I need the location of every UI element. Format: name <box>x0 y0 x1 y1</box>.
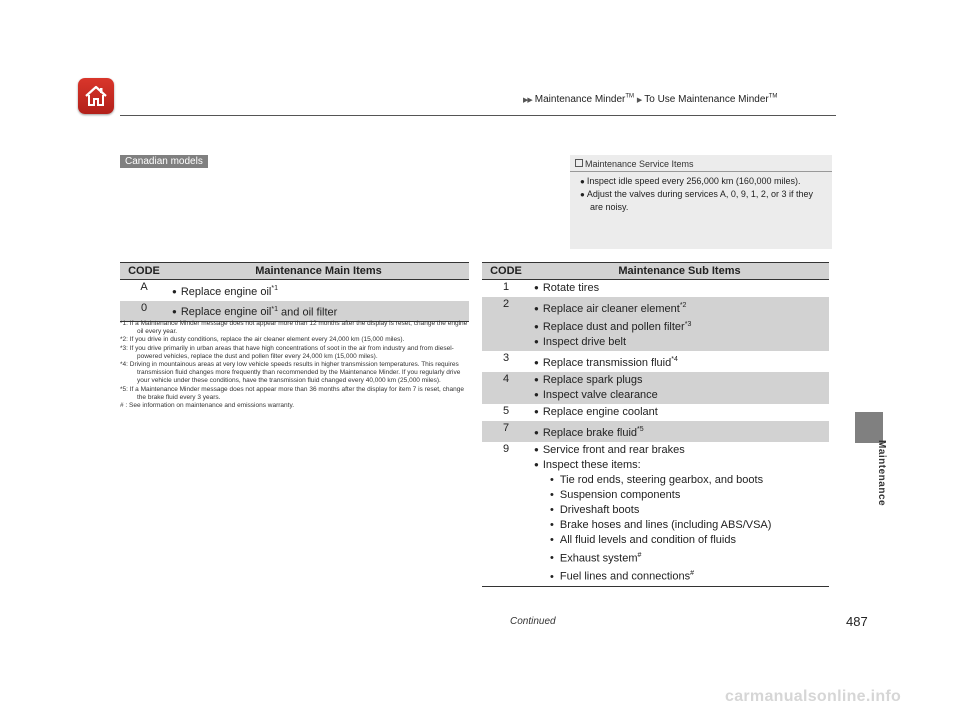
column-header-main-items: Maintenance Main Items <box>168 263 469 280</box>
side-tab-label: Maintenance <box>876 440 887 507</box>
note-item: ● Adjust the valves during services A, 0, 9, 1, 2, or 3 if they are noisy. <box>580 188 824 214</box>
breadcrumb-arrow-icon: ▶▶ <box>523 97 532 105</box>
region-tag: Canadian models <box>120 155 208 168</box>
row-code: 2 <box>482 297 530 351</box>
note-title: Maintenance Service Items <box>575 159 694 169</box>
breadcrumb-link-to-use[interactable]: To Use Maintenance Minder™ <box>644 94 778 106</box>
table-header-row <box>120 263 469 280</box>
table-header-row <box>482 263 829 280</box>
home-icon <box>83 83 109 109</box>
table-row <box>482 442 829 587</box>
column-header-code: CODE <box>482 263 530 280</box>
breadcrumb <box>523 94 777 105</box>
main-items-table <box>120 262 469 322</box>
column-header-code: CODE <box>120 263 168 280</box>
row-code: 0 <box>120 301 168 322</box>
footnote: # : See information on maintenance and emissions warranty. <box>120 402 295 410</box>
row-items: ● Rotate tires <box>530 280 829 298</box>
sub-items-table <box>482 262 829 587</box>
table-row <box>482 404 829 421</box>
watermark: carmanualsonline.info <box>725 688 902 705</box>
row-items: ● Replace engine oil$^{*1}$ and oil filter <box>168 301 469 322</box>
breadcrumb-link-maintenance-minder[interactable]: Maintenance Minder™ <box>534 94 635 106</box>
row-items: ● Replace transmission fluid$^{*4}$ <box>530 351 829 372</box>
note-box <box>570 155 832 249</box>
row-items: ● Replace engine coolant <box>530 404 829 421</box>
note-divider <box>570 171 832 172</box>
footnotes <box>120 320 472 410</box>
row-code: 1 <box>502 281 510 293</box>
header-divider <box>120 115 836 116</box>
breadcrumb-arrow-icon: ▶ <box>636 97 642 105</box>
row-code: A <box>140 281 148 293</box>
row-items: ● Replace spark plugs ● Inspect valve clearance <box>530 372 829 404</box>
row-items: ● Service front and rear brakes ● Inspect these items: • Tie rod ends, steering gearbox, and boots • Suspension components • Driveshaft boots • Brake hoses and lines (including ABS/VSA) • All fluid levels and condition of fluids • Exhaust system# • Fuel lines and connections# <box>530 442 829 587</box>
table-row <box>120 280 469 301</box>
row-code: 9 <box>502 442 510 455</box>
note-item: ● Inspect idle speed every 256,000 km (160,000 miles). <box>580 175 824 188</box>
table-row <box>482 280 829 298</box>
side-tab-marker <box>855 412 883 443</box>
table-row <box>120 301 469 322</box>
row-code: 7 <box>482 421 530 442</box>
footnote: *1: If a Maintenance Minder message does not appear more than 12 months after the display is reset, change the engine oil every year. <box>120 320 468 336</box>
note-icon <box>575 159 583 167</box>
row-items: ● Replace brake fluid$^{*5}$ <box>530 421 829 442</box>
row-code: 5 <box>502 404 510 417</box>
home-button[interactable] <box>78 78 114 114</box>
row-code: 3 <box>502 352 510 365</box>
column-header-sub-items: Maintenance Sub Items <box>530 263 829 280</box>
table-row <box>482 372 829 404</box>
table-row <box>482 421 829 442</box>
footnote: *4: Driving in mountainous areas at very low vehicle speeds results in higher transmission temperatures. This requires transmission fluid changes more frequently than recommended by the Maintenance Minder. If you regularly drive your vehicle under these conditions, have the transmission fluid changed every 40,000 km (25,000 miles). <box>120 361 461 385</box>
footnote: *3: If you drive primarily in urban areas that have high concentrations of soot in the air from industry and from diesel-powered vehicles, replace the dust and pollen filter every 24,000 km (15,000 miles). <box>120 344 454 360</box>
footnote: *2: If you drive in dusty conditions, replace the air cleaner element every 24,000 km (15,000 miles). <box>120 336 405 344</box>
table-row <box>482 351 829 372</box>
table-row <box>482 297 829 351</box>
footnote: *5: If a Maintenance Minder message does not appear more than 36 months after the display for item 7 is reset, change the brake fluid every 3 years. <box>120 385 464 401</box>
row-code: 4 <box>482 372 530 404</box>
row-items: ● Replace air cleaner element$^{*2}$ ● Replace dust and pollen filter$^{*3}$ ● Inspect drive belt <box>530 297 829 351</box>
row-items: ● Replace engine oil$^{*1}$ <box>168 280 469 301</box>
page-number: 487 <box>846 614 868 629</box>
continued-label: Continued <box>510 616 556 627</box>
